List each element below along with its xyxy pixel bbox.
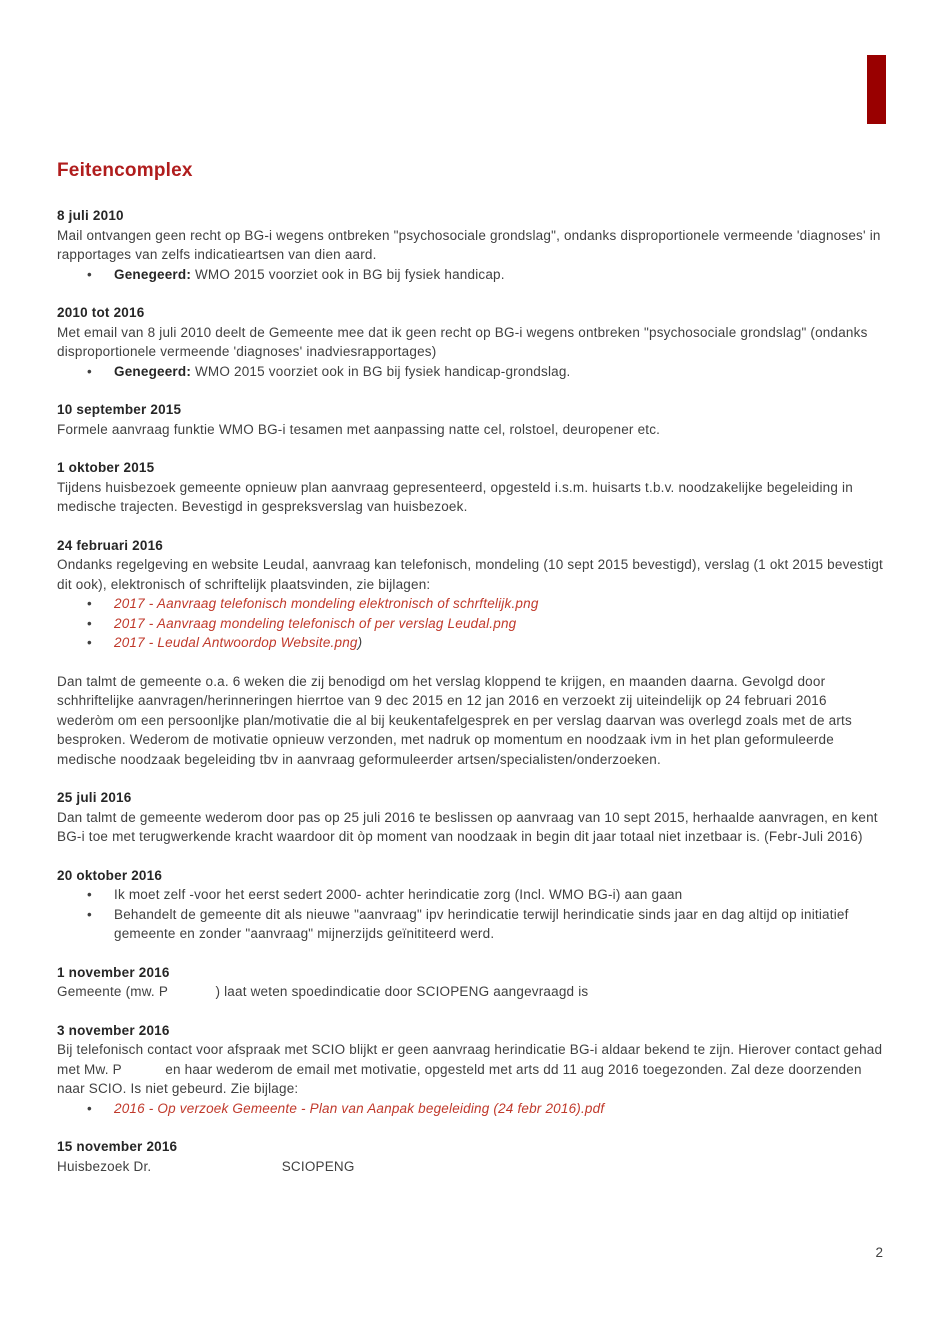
text-run: Huisbezoek Dr. SCIOPENG xyxy=(57,1158,355,1174)
text-run: Ondanks regelgeving en website Leudal, aanvraag kan telefonisch, mondeling (10 sept 2015 bevestigd), verslag (1 okt 2015 bevestigt dit ook), elektronisch of schriftelijk plaatsvinden, zie bijlagen: xyxy=(57,557,884,592)
section-heading: 1 oktober 2015 xyxy=(57,460,155,475)
attachment-link[interactable]: 2017 - Aanvraag mondeling telefonisch of per verslag Leudal.png xyxy=(114,615,517,631)
bullet-item xyxy=(57,265,887,285)
paragraph xyxy=(57,672,887,770)
text-run: WMO 2015 voorziet ook in BG bij fysiek handicap-grondslag. xyxy=(191,363,571,379)
text-run: Dan talmt de gemeente o.a. 6 weken die zij benodigd om het verslag kloppend te krijgen, en maanden daarna. Gevolgd door schhriftelijke aanvragen/herinneringen hierrtoe van 9 dec 2015 en 12 jan 2016 en verzoekt zij uiteindelijk op 24 februari 2016 wederòm om een persoonljke plan/motivatie die al bij keukentafelgesprek en per verslag daarvan was overlegd zoals met de arts besproken. Wederom de motivatie opnieuw verzonden, met nadruk op momentum en noodzaak ivm in het plan geformuleerde medische noodzaak begeleiding tbv in aanvraag geformuleerder artsen/specialisten/onderzoeken. xyxy=(57,673,852,767)
bullet-item xyxy=(57,594,887,614)
timeline-section xyxy=(57,400,887,439)
text-run: Genegeerd: xyxy=(114,266,192,282)
bullet-icon: • xyxy=(87,363,92,379)
sections-container xyxy=(57,206,887,1176)
paragraph xyxy=(57,555,887,594)
text-run: Formele aanvraag funktie WMO BG-i tesamen met aanpassing natte cel, rolstoel, deuropener etc. xyxy=(57,421,661,437)
section-heading: 2010 tot 2016 xyxy=(57,305,145,320)
text-run: Bij telefonisch contact voor afspraak met SCIO blijkt er geen aanvraag herindicatie BG-i aldaar bekend te zijn. Hierover contact gehad met Mw. P en haar wederom de email met motivatie, opgesteld met arts dd 11 aug 2016 toegezonden. Zal deze doorzenden naar SCIO. Is niet gebeurd. Zie bijlage: xyxy=(57,1042,883,1096)
bullet-text xyxy=(114,596,539,611)
attachment-link[interactable]: 2017 - Leudal Antwoordop Website.png xyxy=(114,635,358,650)
timeline-section xyxy=(57,1137,887,1176)
text-run: Behandelt de gemeente dit als nieuwe "aanvraag" ipv herindicatie terwijl herindicatie sinds jaar en dag altijd op initiatief gemeente en zonder "aanvraag" mijnerzijds geïnititeerd werd. xyxy=(114,906,849,941)
attachment-link[interactable]: 2016 - Op verzoek Gemeente - Plan van Aanpak begeleiding (24 febr 2016).pdf xyxy=(114,1100,605,1116)
bullet-item xyxy=(57,1099,887,1119)
bullet-text xyxy=(114,1101,604,1116)
text-run: ) xyxy=(357,635,363,650)
text-run: Dan talmt de gemeente wederom door pas op 25 juli 2016 te beslissen op aanvraag van 10 sept 2015, herhaalde aanvragen, en kent BG-i toe met terugwerkende kracht waardoor dit òp moment van noodzaak in begin dit jaar totaal niet inzetbaar is. (Febr-Juli 2016) xyxy=(57,809,878,844)
bullet-text xyxy=(114,635,362,650)
text-run: Genegeerd: xyxy=(114,363,192,379)
bullet-icon: • xyxy=(87,266,92,282)
section-heading: 1 november 2016 xyxy=(57,964,170,980)
bullet-text xyxy=(114,887,682,902)
document-title: Feitencomplex xyxy=(57,160,193,181)
bullet-text xyxy=(114,267,505,282)
bullet-icon: • xyxy=(87,1100,92,1116)
section-heading: 8 juli 2010 xyxy=(57,208,124,223)
section-heading: 10 september 2015 xyxy=(57,402,182,417)
timeline-section xyxy=(57,788,887,847)
timeline-section xyxy=(57,866,887,944)
bullet-icon: • xyxy=(87,615,92,631)
paragraph xyxy=(57,323,887,362)
document-body xyxy=(57,160,887,1176)
text-run: Ik moet zelf -voor het eerst sedert 2000- achter herindicatie zorg (Incl. WMO BG-i) aan gaan xyxy=(114,887,683,902)
text-run: Met email van 8 juli 2010 deelt de Gemeente mee dat ik geen recht op BG-i wegens ontbreken "psychosociale grondslag" (ondanks disproportionele vermeende 'diagnoses' inadviesrapportages) xyxy=(57,324,868,359)
timeline-section xyxy=(57,206,887,284)
bullet-icon: • xyxy=(87,635,92,650)
timeline-section xyxy=(57,963,887,1002)
bullet-item xyxy=(57,633,887,653)
paragraph xyxy=(57,982,887,1002)
section-heading: 20 oktober 2016 xyxy=(57,867,163,883)
timeline-section xyxy=(57,536,887,770)
timeline-section xyxy=(57,458,887,517)
timeline-section xyxy=(57,1021,887,1119)
paragraph xyxy=(57,1157,887,1177)
bullet-item xyxy=(57,905,887,944)
bullet-icon: • xyxy=(87,596,92,611)
text-run: Mail ontvangen geen recht op BG-i wegens ontbreken "psychosociale grondslag", ondanks disproportionele vermeende 'diagnoses' in rapportages van zelfs indicatieartsen van dien aard. xyxy=(57,227,881,262)
red-corner-mark xyxy=(867,55,886,124)
bullet-item xyxy=(57,885,887,905)
paragraph xyxy=(57,478,887,517)
section-heading: 15 november 2016 xyxy=(57,1139,178,1154)
bullet-item xyxy=(57,614,887,634)
paragraph xyxy=(57,808,887,847)
section-heading: 3 november 2016 xyxy=(57,1022,170,1038)
paragraph xyxy=(57,1040,887,1099)
bullet-text xyxy=(114,907,849,942)
bullet-icon: • xyxy=(87,887,92,902)
paragraph xyxy=(57,420,887,440)
bullet-text xyxy=(114,616,516,631)
section-heading: 25 juli 2016 xyxy=(57,790,132,805)
section-heading: 24 februari 2016 xyxy=(57,537,164,553)
bullet-text xyxy=(114,364,571,379)
bullet-item xyxy=(57,362,887,382)
page-number: 2 xyxy=(875,1245,883,1260)
text-run: WMO 2015 voorziet ook in BG bij fysiek handicap. xyxy=(191,266,505,282)
timeline-section xyxy=(57,303,887,381)
attachment-link[interactable]: 2017 - Aanvraag telefonisch mondeling elektronisch of schrftelijk.png xyxy=(114,596,539,611)
text-run: Gemeente (mw. P ) laat weten spoedindicatie door SCIOPENG aangevraagd is xyxy=(57,984,589,999)
bullet-icon: • xyxy=(87,906,92,922)
text-run: Tijdens huisbezoek gemeente opnieuw plan aanvraag gepresenteerd, opgesteld i.s.m. huisarts t.b.v. noodzakelijke begeleiding in medische trajecten. Bevestigd in gespreksverslag van huisbezoek. xyxy=(57,479,853,514)
paragraph xyxy=(57,226,887,265)
